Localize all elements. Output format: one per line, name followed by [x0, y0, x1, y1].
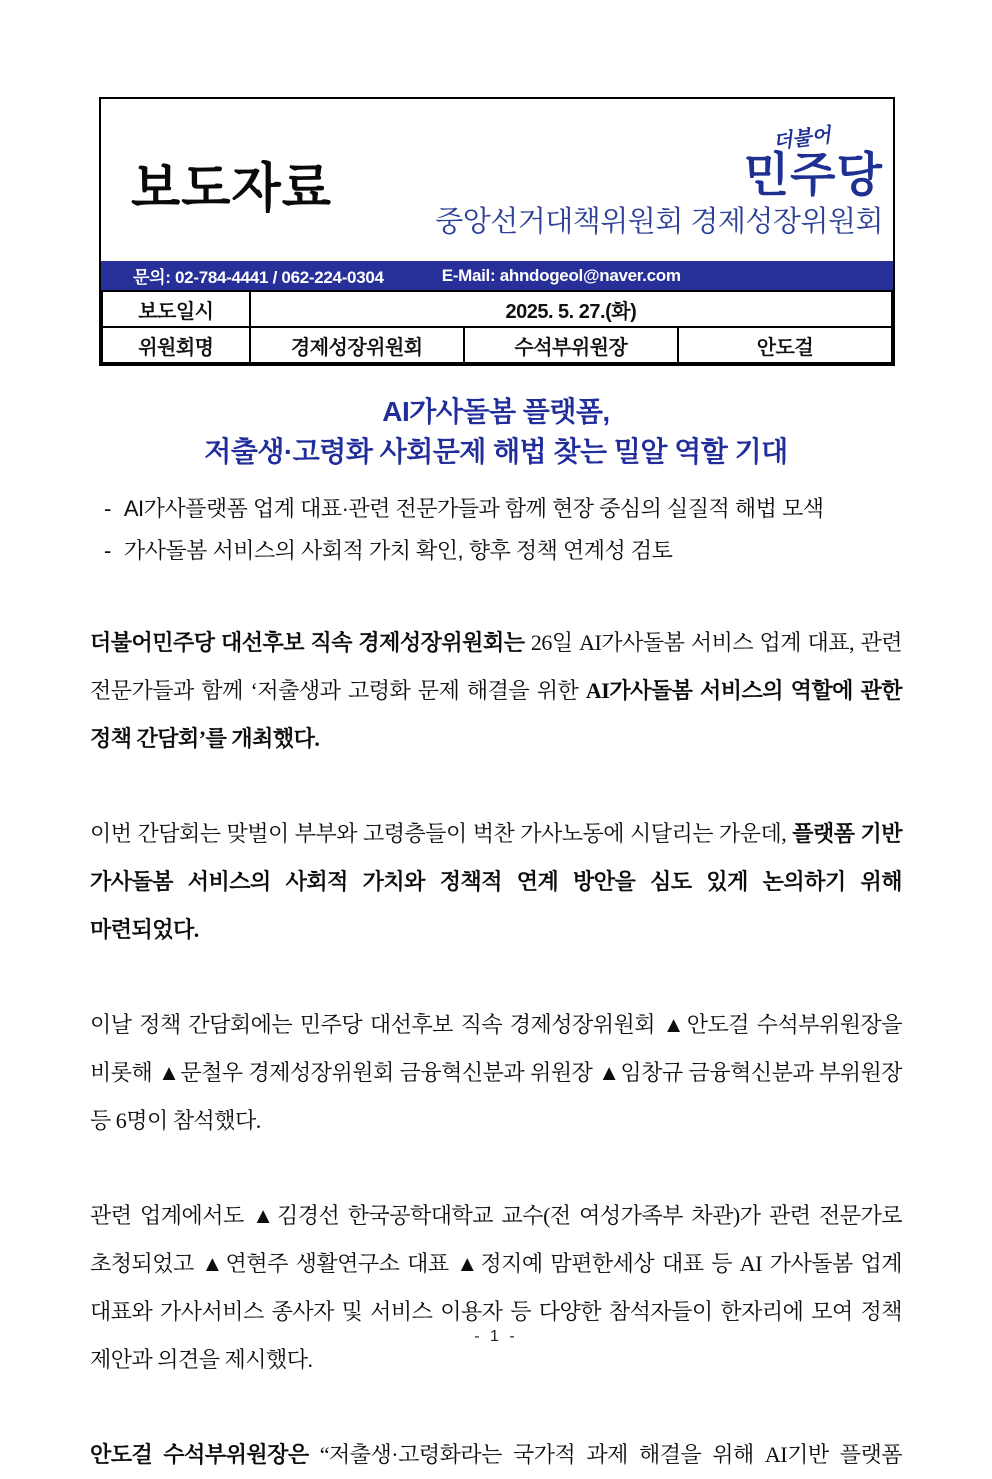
- subhead-bullets: [90, 488, 902, 572]
- table-row: [102, 291, 892, 327]
- bullet-text: AI가사플랫폼 업계 대표·관련 전문가들과 함께 현장 중심의 실질적 해법 모색: [123, 496, 824, 521]
- header-top: [101, 99, 893, 261]
- body-paragraph: 관련 업계에서도 ▲김경선 한국공학대학교 교수(전 여성가족부 차관)가 관련 전문가로 초청되었고 ▲연현주 생활연구소 대표 ▲정지예 맘편한세상 대표 등 AI 가사돌봄 업계 대표와 가사서비스 종사자 및 서비스 이용자 등 다양한 참석자들이 한자리에 모여 정책 제안과 의견을 제시했다.: [90, 1203, 902, 1372]
- body-paragraph: 안도걸 수석부위원장은 “저출생·고령화라는 국가적 과제 해결을 위해 AI기반 플랫폼: [90, 1442, 902, 1467]
- subhead-bullet: [90, 530, 902, 572]
- press-release-label: 보도자료: [131, 158, 333, 218]
- headline: [90, 392, 902, 472]
- page-number: - 1 -: [474, 1328, 518, 1345]
- organization-subtitle: 중앙선거대책위원회 경제성장위원회: [435, 206, 883, 238]
- press-info-table: [101, 290, 893, 364]
- bullet-dash: -: [104, 538, 111, 563]
- header-box: [99, 97, 895, 366]
- contact-email: E-Mail: ahndogeol@naver.com: [441, 265, 681, 285]
- headline-line2: 저출생·고령화 사회문제 해법 찾는 밀알 역할 기대: [204, 436, 788, 467]
- party-logo-main: 민주당: [743, 148, 883, 201]
- contact-bar: [101, 261, 893, 290]
- article-body: [90, 619, 902, 1479]
- bullet-dash: -: [104, 496, 111, 521]
- table-row: [102, 327, 892, 363]
- position-value: 안도걸: [678, 327, 892, 363]
- contact-phone: 문의: 02-784-4441 / 062-224-0304: [133, 268, 384, 287]
- press-date-label: 보도일시: [102, 291, 250, 327]
- subhead-bullet: [90, 488, 902, 530]
- body-paragraph: 더불어민주당 대선후보 직속 경제성장위원회는 26일 AI가사돌봄 서비스 업계 대표, 관련 전문가들과 함께 ‘저출생과 고령화 문제 해결을 위한 AI가사돌봄 서비스의 역할에 관한 정책 간담회’를 개최했다.: [90, 630, 902, 751]
- party-logo: [435, 124, 883, 238]
- committee-value: 경제성장위원회: [250, 327, 464, 363]
- bullet-text: 가사돌봄 서비스의 사회적 가치 확인, 향후 정책 연계성 검토: [123, 538, 673, 563]
- position-label: 수석부위원장: [464, 327, 678, 363]
- party-logo-script: 더불어: [771, 124, 833, 154]
- headline-line1: AI가사돌봄 플랫폼,: [382, 396, 610, 427]
- press-date-value: 2025. 5. 27.(화): [250, 291, 892, 327]
- committee-label: 위원회명: [102, 327, 250, 363]
- body-paragraph: 이번 간담회는 맞벌이 부부와 고령층들이 벅찬 가사노동에 시달리는 가운데, 플랫폼 기반 가사돌봄 서비스의 사회적 가치와 정책적 연계 방안을 심도 있게 논의하기 위해 마련되었다.: [90, 821, 902, 942]
- body-paragraph: 이날 정책 간담회에는 민주당 대선후보 직속 경제성장위원회 ▲안도걸 수석부위원장을 비롯해 ▲문철우 경제성장위원회 금융혁신분과 위원장 ▲임창규 금융혁신분과 부위원장 등 6명이 참석했다.: [90, 1012, 902, 1133]
